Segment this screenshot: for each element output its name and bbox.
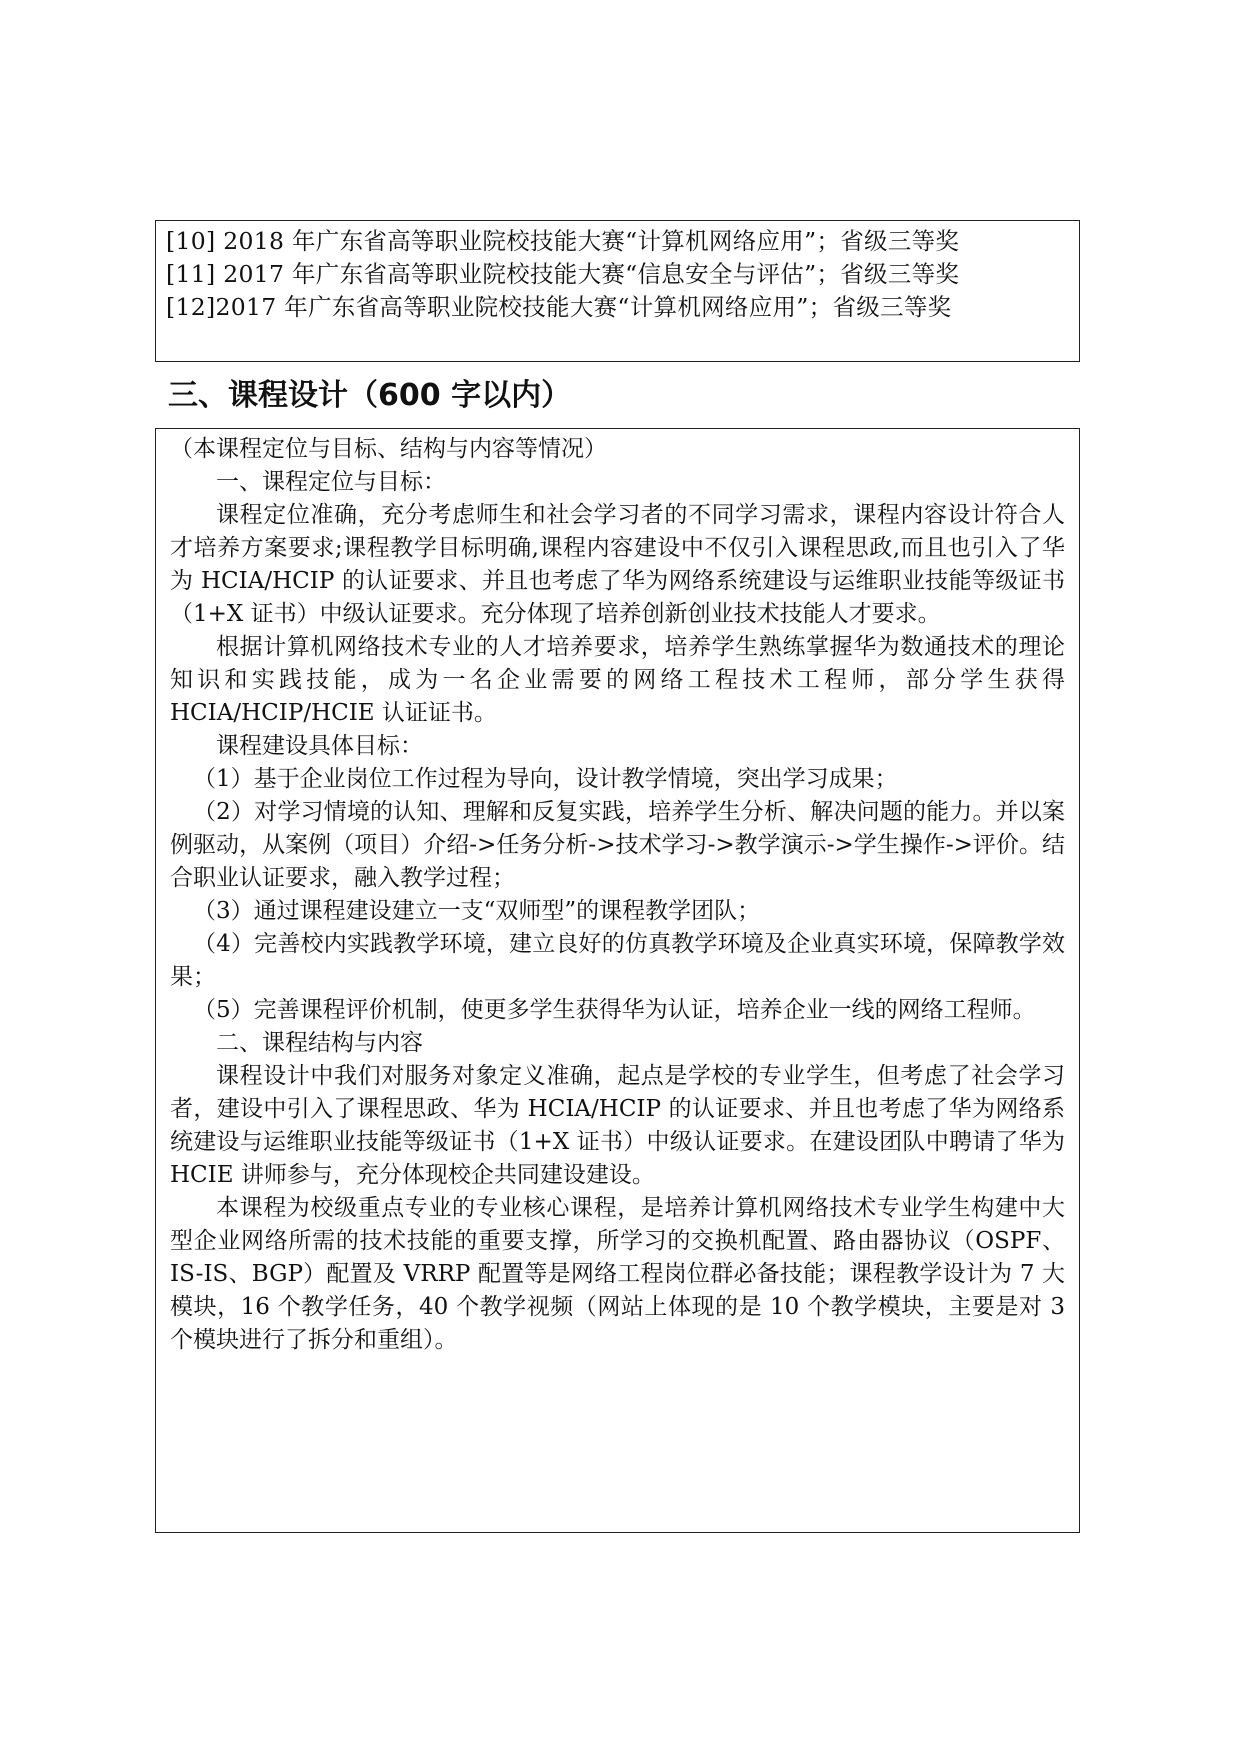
design-intro: （本课程定位与目标、结构与内容等情况） [170, 436, 607, 462]
award-item-12: [12]2017 年广东省高等职业院校技能大赛“计算机网络应用”；省级三等奖 [166, 293, 952, 321]
award-item-11: [11] 2017 年广东省高等职业院校技能大赛“信息安全与评估”；省级三等奖 [166, 260, 960, 288]
goal-item-2: （2）对学习情境的认知、理解和反复实践，培养学生分析、解决问题的能力。并以案例驱动，从案例（项目）介绍->任务分析->技术学习->教学演示->学生操作->评价。结合职业认证要求，融入教学过程； [170, 799, 1065, 891]
award-item-10: [10] 2018 年广东省高等职业院校技能大赛“计算机网络应用”；省级三等奖 [166, 227, 960, 255]
section-heading: 三、课程设计（600 字以内） [168, 378, 572, 413]
paragraph-modules: 本课程为校级重点专业的专业核心课程，是培养计算机网络技术专业学生构建中大型企业网络所需的技术技能的重要支撑，所学习的交换机配置、路由器协议（OSPF、IS-IS、BGP）配置及 VRRP 配置等是网络工程岗位群必备技能；课程教学设计为 7 大模块，16 个教学任务，40 个教学视频（网站上体现的是 10 个教学模块，主要是对 3 个模块进行了拆分和重组）。 [170, 1195, 1065, 1353]
subsection-title-positioning: 一、课程定位与目标： [216, 469, 446, 495]
subsection-title-structure: 二、课程结构与内容 [216, 1030, 423, 1056]
course-design-box [155, 428, 1080, 1533]
goal-item-4: （4）完善校内实践教学环境，建立良好的仿真教学环境及企业真实环境，保障教学效果； [170, 931, 1065, 990]
paragraph-structure: 课程设计中我们对服务对象定义准确，起点是学校的专业学生，但考虑了社会学习者，建设中引入了课程思政、华为 HCIA/HCIP 的认证要求、并且也考虑了华为网络系统建设与运维职业技能等级证书（1+X 证书）中级认证要求。在建设团队中聘请了华为 HCIE 讲师参与，充分体现校企共同建设建设。 [170, 1063, 1065, 1188]
goal-item-1: （1）基于企业岗位工作过程为导向，设计教学情境，突出学习成果； [193, 766, 898, 792]
goal-item-3: （3）通过课程建设建立一支“双师型”的课程教学团队； [193, 898, 761, 924]
goals-title: 课程建设具体目标： [216, 733, 423, 759]
paragraph-positioning: 课程定位准确，充分考虑师生和社会学习者的不同学习需求，课程内容设计符合人才培养方案要求;课程教学目标明确,课程内容建设中不仅引入课程思政,而且也引入了华为 HCIA/HCIP 的认证要求、并且也考虑了华为网络系统建设与运维职业技能等级证书（1+X 证书）中级认证要求。充分体现了培养创新创业技术技能人才要求。 [170, 502, 1065, 627]
awards-box [155, 220, 1080, 362]
goal-item-5: （5）完善课程评价机制，使更多学生获得华为认证，培养企业一线的网络工程师。 [193, 997, 1036, 1023]
paragraph-talent-goal: 根据计算机网络技术专业的人才培养要求，培养学生熟练掌握华为数通技术的理论知识和实践技能，成为一名企业需要的网络工程技术工程师，部分学生获得 HCIA/HCIP/HCIE 认证证书。 [170, 634, 1065, 726]
